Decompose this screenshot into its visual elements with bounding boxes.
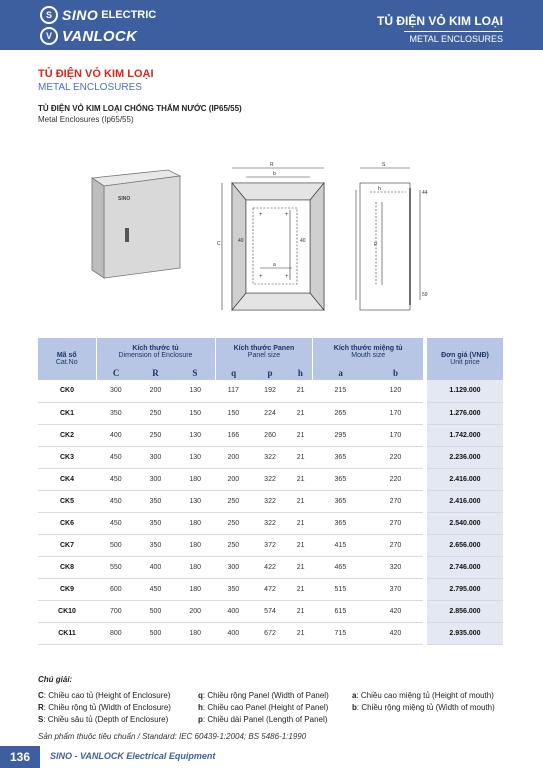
cell-dimension: 500 xyxy=(136,600,176,622)
cell-dimension: 350 xyxy=(215,578,252,600)
plus-marker: + xyxy=(285,274,289,280)
cell-price: 2.935.000 xyxy=(427,622,503,644)
cell-dimension: 130 xyxy=(175,380,215,402)
label-a: a xyxy=(273,262,276,268)
section-title-vn: TỦ ĐIỆN VỎ KIM LOẠI xyxy=(38,68,154,80)
cell-dimension: 270 xyxy=(368,490,423,512)
subheader-C: C xyxy=(96,366,136,380)
table-row xyxy=(38,446,503,468)
section-title-en: METAL ENCLOSURES xyxy=(38,82,142,93)
cell-dimension: 574 xyxy=(252,600,289,622)
subheader-b: b xyxy=(368,366,423,380)
cell-dimension: 200 xyxy=(175,600,215,622)
cell-dimension: 21 xyxy=(288,600,313,622)
cell-dimension: 130 xyxy=(175,446,215,468)
cell-dimension: 170 xyxy=(368,402,423,424)
label-R: R xyxy=(270,162,274,168)
cell-dimension: 372 xyxy=(252,534,289,556)
page-number: 136 xyxy=(0,746,40,768)
label-40-right: 40 xyxy=(300,238,306,244)
cell-cat-no: CK0 xyxy=(38,380,96,402)
subheader-p: p xyxy=(252,366,289,380)
cell-cat-no: CK4 xyxy=(38,468,96,490)
cell-dimension: 550 xyxy=(96,556,136,578)
cell-dimension: 250 xyxy=(136,424,176,446)
cell-dimension: 21 xyxy=(288,402,313,424)
cell-dimension: 322 xyxy=(252,468,289,490)
cell-dimension: 400 xyxy=(136,556,176,578)
enclosure-3d-illustration xyxy=(92,170,180,278)
table-row xyxy=(38,600,503,622)
cell-dimension: 130 xyxy=(175,424,215,446)
cell-dimension: 450 xyxy=(96,446,136,468)
drawing-brand: SINO xyxy=(118,196,131,202)
cell-dimension: 180 xyxy=(175,556,215,578)
cell-dimension: 465 xyxy=(313,556,368,578)
cell-dimension: 322 xyxy=(252,512,289,534)
cell-dimension: 350 xyxy=(136,534,176,556)
enclosure-price-table xyxy=(38,338,503,645)
label-44: 44 xyxy=(422,190,428,196)
label-59: 59 xyxy=(422,292,428,298)
label-P: P xyxy=(374,242,378,248)
cell-dimension: 250 xyxy=(215,512,252,534)
cell-dimension: 220 xyxy=(368,468,423,490)
cell-dimension: 21 xyxy=(288,578,313,600)
cell-dimension: 500 xyxy=(136,622,176,644)
cell-price: 1.276.000 xyxy=(427,402,503,424)
table-row xyxy=(38,402,503,424)
legend-item: p: Chiều dài Panel (Length of Panel) xyxy=(198,715,328,724)
label-b: b xyxy=(273,171,276,177)
cell-dimension: 21 xyxy=(288,512,313,534)
sino-electric-logo xyxy=(40,6,156,24)
logo-vanlock-text: VANLOCK xyxy=(62,27,138,45)
cell-dimension: 800 xyxy=(96,622,136,644)
cell-price: 2.540.000 xyxy=(427,512,503,534)
cell-dimension: 21 xyxy=(288,622,313,644)
cell-dimension: 21 xyxy=(288,468,313,490)
legend-item: R: Chiều rộng tủ (Width of Enclosure) xyxy=(38,703,171,712)
cell-cat-no: CK10 xyxy=(38,600,96,622)
cell-dimension: 220 xyxy=(368,446,423,468)
legend-item: a: Chiều cao miệng tủ (Height of mouth) xyxy=(352,691,494,700)
cell-dimension: 21 xyxy=(288,380,313,402)
cell-dimension: 450 xyxy=(96,490,136,512)
vanlock-logo-icon: V xyxy=(40,27,58,45)
footer-text: SINO - VANLOCK Electrical Equipment xyxy=(50,751,216,761)
col-header-panel: Kích thước Panen Panel size xyxy=(215,338,313,366)
cell-price: 2.416.000 xyxy=(427,490,503,512)
cell-cat-no: CK1 xyxy=(38,402,96,424)
cell-price: 1.129.000 xyxy=(427,380,503,402)
cell-dimension: 365 xyxy=(313,512,368,534)
cell-dimension: 200 xyxy=(136,380,176,402)
cell-dimension: 365 xyxy=(313,490,368,512)
subheader-R: R xyxy=(136,366,176,380)
cell-dimension: 365 xyxy=(313,446,368,468)
table-row xyxy=(38,622,503,644)
cell-cat-no: CK3 xyxy=(38,446,96,468)
cell-dimension: 180 xyxy=(175,512,215,534)
cell-dimension: 250 xyxy=(215,490,252,512)
cell-dimension: 270 xyxy=(368,534,423,556)
cell-dimension: 21 xyxy=(288,556,313,578)
vanlock-logo xyxy=(40,26,137,46)
cell-dimension: 450 xyxy=(136,578,176,600)
subheader-q: q xyxy=(215,366,252,380)
legend-item: q: Chiều rộng Panel (Width of Panel) xyxy=(198,691,329,700)
header-divider xyxy=(404,31,503,32)
table-row xyxy=(38,556,503,578)
cell-dimension: 21 xyxy=(288,446,313,468)
col-header-price: Đơn giá (VNĐ) Unit price xyxy=(427,338,503,380)
table-row xyxy=(38,490,503,512)
cell-dimension: 150 xyxy=(175,402,215,424)
cell-dimension: 365 xyxy=(313,468,368,490)
sino-logo-icon: S xyxy=(40,6,58,24)
col-header-catno: Mã số Cat.No xyxy=(38,338,96,380)
cell-dimension: 260 xyxy=(252,424,289,446)
cell-cat-no: CK6 xyxy=(38,512,96,534)
cell-cat-no: CK7 xyxy=(38,534,96,556)
section-subtitle-vn: TỦ ĐIỆN VỎ KIM LOẠI CHỐNG THẤM NƯỚC (IP65/55) xyxy=(38,104,242,113)
cell-dimension: 422 xyxy=(252,556,289,578)
cell-dimension: 21 xyxy=(288,534,313,556)
cell-dimension: 250 xyxy=(136,402,176,424)
cell-dimension: 21 xyxy=(288,424,313,446)
logo-electric-text: ELECTRIC xyxy=(101,9,157,21)
cell-dimension: 420 xyxy=(368,600,423,622)
cell-dimension: 180 xyxy=(175,468,215,490)
cell-dimension: 515 xyxy=(313,578,368,600)
cell-price: 2.856.000 xyxy=(427,600,503,622)
label-40-left: 40 xyxy=(238,238,244,244)
cell-dimension: 300 xyxy=(136,446,176,468)
cell-price: 2.236.000 xyxy=(427,446,503,468)
cell-dimension: 192 xyxy=(252,380,289,402)
cell-dimension: 270 xyxy=(368,512,423,534)
cell-dimension: 472 xyxy=(252,578,289,600)
cell-dimension: 117 xyxy=(215,380,252,402)
enclosure-drawings xyxy=(70,150,500,320)
cell-dimension: 700 xyxy=(96,600,136,622)
subheader-h: h xyxy=(288,366,313,380)
subheader-a: a xyxy=(313,366,368,380)
cell-dimension: 200 xyxy=(215,446,252,468)
cell-dimension: 420 xyxy=(368,622,423,644)
table-row xyxy=(38,578,503,600)
cell-dimension: 120 xyxy=(368,380,423,402)
cell-price: 1.742.000 xyxy=(427,424,503,446)
cell-cat-no: CK2 xyxy=(38,424,96,446)
cell-cat-no: CK8 xyxy=(38,556,96,578)
legend-item: h: Chiều cao Panel (Height of Panel) xyxy=(198,703,329,712)
plus-marker: + xyxy=(259,212,263,218)
cell-dimension: 400 xyxy=(96,424,136,446)
col-header-enclosure: Kích thước tủ Dimension of Enclosure xyxy=(96,338,215,366)
cell-dimension: 250 xyxy=(215,534,252,556)
cell-dimension: 450 xyxy=(96,468,136,490)
label-h: h xyxy=(378,186,381,192)
cell-dimension: 166 xyxy=(215,424,252,446)
cell-dimension: 322 xyxy=(252,490,289,512)
table-row xyxy=(38,380,503,402)
cell-cat-no: CK5 xyxy=(38,490,96,512)
cell-dimension: 150 xyxy=(215,402,252,424)
cell-dimension: 300 xyxy=(136,468,176,490)
cell-dimension: 180 xyxy=(175,578,215,600)
cell-price: 2.416.000 xyxy=(427,468,503,490)
cell-dimension: 615 xyxy=(313,600,368,622)
cell-dimension: 672 xyxy=(252,622,289,644)
cell-dimension: 200 xyxy=(215,468,252,490)
cell-dimension: 400 xyxy=(215,622,252,644)
cell-dimension: 600 xyxy=(96,578,136,600)
section-subtitle-en: Metal Enclosures (Ip65/55) xyxy=(38,115,134,124)
header-title-en: METAL ENCLOSURES xyxy=(409,34,503,44)
cell-dimension: 370 xyxy=(368,578,423,600)
cell-dimension: 224 xyxy=(252,402,289,424)
cell-dimension: 295 xyxy=(313,424,368,446)
label-S: S xyxy=(382,162,386,168)
cell-dimension: 715 xyxy=(313,622,368,644)
cell-dimension: 300 xyxy=(96,380,136,402)
subheader-S: S xyxy=(175,366,215,380)
cell-dimension: 322 xyxy=(252,446,289,468)
cell-dimension: 350 xyxy=(136,490,176,512)
cell-cat-no: CK9 xyxy=(38,578,96,600)
cell-dimension: 130 xyxy=(175,490,215,512)
logo-sino-text: SINO xyxy=(62,7,99,23)
plus-marker: + xyxy=(285,212,289,218)
cell-dimension: 215 xyxy=(313,380,368,402)
cell-dimension: 21 xyxy=(288,490,313,512)
cell-dimension: 300 xyxy=(215,556,252,578)
header-title-vn: TỦ ĐIỆN VỎ KIM LOẠI xyxy=(377,14,503,28)
standard-note: Sản phẩm thuộc tiêu chuẩn / Standard: IEC 60439-1:2004; BS 5486-1:1990 xyxy=(38,732,307,741)
legend-item: b: Chiều rộng miệng tủ (Width of mouth) xyxy=(352,703,495,712)
table-row xyxy=(38,534,503,556)
col-header-mouth: Kích thước miệng tủ Mouth size xyxy=(313,338,423,366)
cell-dimension: 180 xyxy=(175,622,215,644)
cell-dimension: 400 xyxy=(215,600,252,622)
cell-price: 2.746.000 xyxy=(427,556,503,578)
legend-column-1 xyxy=(38,690,171,726)
page-header xyxy=(0,0,543,50)
cell-dimension: 320 xyxy=(368,556,423,578)
table-row xyxy=(38,424,503,446)
cell-dimension: 180 xyxy=(175,534,215,556)
legend-item: C: Chiều cao tủ (Height of Enclosure) xyxy=(38,691,171,700)
legend-title: Chú giải: xyxy=(38,675,73,684)
table-row xyxy=(38,468,503,490)
label-C: C xyxy=(217,241,221,247)
table-row xyxy=(38,512,503,534)
cell-price: 2.795.000 xyxy=(427,578,503,600)
cell-dimension: 500 xyxy=(96,534,136,556)
cell-dimension: 415 xyxy=(313,534,368,556)
cell-dimension: 265 xyxy=(313,402,368,424)
legend-column-3 xyxy=(352,690,495,714)
cell-cat-no: CK11 xyxy=(38,622,96,644)
side-view-drawing xyxy=(356,168,420,310)
cell-price: 2.656.000 xyxy=(427,534,503,556)
cell-dimension: 170 xyxy=(368,424,423,446)
plus-marker: + xyxy=(259,274,263,280)
cell-dimension: 450 xyxy=(96,512,136,534)
legend-column-2 xyxy=(198,690,329,726)
cell-dimension: 350 xyxy=(136,512,176,534)
legend-item: S: Chiều sâu tủ (Depth of Enclosure) xyxy=(38,715,169,724)
cell-dimension: 350 xyxy=(96,402,136,424)
